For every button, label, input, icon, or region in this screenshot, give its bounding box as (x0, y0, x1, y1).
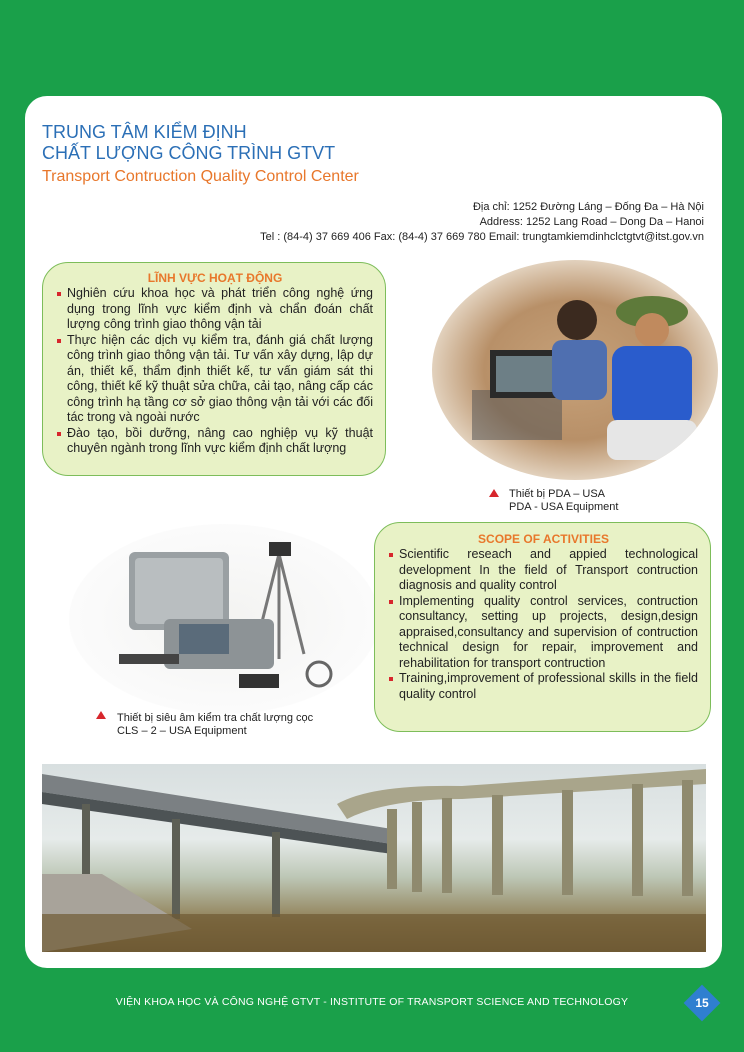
cls-caption-vn: Thiết bị siêu âm kiểm tra chất lượng cọc (117, 712, 314, 724)
activities-list-en (389, 547, 698, 702)
contact-block (260, 200, 704, 245)
pda-caption-vn: Thiết bị PDA – USA (509, 488, 605, 500)
caption-marker-icon (96, 711, 106, 719)
address-en: Address: 1252 Lang Road – Dong Da – Hanoi (479, 216, 704, 228)
activities-box-vn (42, 262, 386, 476)
bridge-photo (42, 764, 706, 952)
activities-box-en (374, 522, 711, 732)
activities-list-vn (57, 286, 373, 457)
cls-equipment-photo (69, 524, 379, 714)
list-item: Implementing quality control services, contruction consultancy, setting up projects, design,design appraised,consultancy and supervision of contruction technical design for repair, improvement and rehabilitation for transport contruction (389, 594, 698, 672)
list-item: Scientific reseach and appied technological development In the field of Transport contruction diagnosis and quality control (389, 547, 698, 594)
page-number: 15 (695, 996, 709, 1010)
pda-photo-illustration (432, 260, 718, 480)
list-item: Thực hiện các dịch vụ kiểm tra, đánh giá chất lượng công trình giao thông vận tải. Tư vấn xây dựng, lập dự án, thiết kế, thẩm định thiết kế, tư vấn giám sát thi công, thiết kế kỹ thuật sửa chữa, cải tạo, nâng cấp các công trình hạ tầng cơ sở giao thông vận tải với các đối tác trong và ngoài nước (57, 333, 373, 426)
content-card (25, 96, 722, 968)
bridge-illustration (42, 764, 706, 952)
cls-caption (117, 712, 313, 738)
page-title-vn (42, 122, 335, 164)
pda-caption (509, 488, 618, 514)
caption-marker-icon (489, 489, 499, 497)
list-item: Nghiên cứu khoa học và phát triển công nghệ ứng dụng trong lĩnh vực kiểm định và chẩn đoán chất lượng công trình giao thông vận tải (57, 286, 373, 333)
cls-caption-en: CLS – 2 – USA Equipment (117, 725, 247, 737)
cls-photo-illustration (69, 524, 379, 714)
address-vn: Địa chỉ: 1252 Đường Láng – Đống Đa – Hà Nội (472, 201, 704, 213)
footer-text: VIỆN KHOA HỌC VÀ CÔNG NGHỆ GTVT - INSTITUTE OF TRANSPORT SCIENCE AND TECHNOLOGY (115, 996, 629, 1008)
list-item: Đào tạo, bồi dưỡng, nâng cao nghiệp vụ kỹ thuật chuyên ngành trong lĩnh vực kiểm định chất lượng (57, 426, 373, 457)
title-vn-line2: CHẤT LƯỢNG CÔNG TRÌNH GTVT (42, 143, 336, 163)
list-item: Training,improvement of professional skills in the field quality control (389, 671, 698, 702)
title-vn-line1: TRUNG TÂM KIỂM ĐỊNH (42, 122, 247, 142)
pda-caption-en: PDA - USA Equipment (509, 501, 619, 513)
pda-equipment-photo (432, 260, 718, 480)
page-title-en: Transport Contruction Quality Control Center (42, 168, 359, 185)
tel-fax-email: Tel : (84-4) 37 669 406 Fax: (84-4) 37 669 780 Email: trungtamkiemdinhclctgtvt@itst.gov.vn (260, 231, 704, 243)
activities-title-vn: LĨNH VỰC HOẠT ĐỘNG (147, 271, 283, 285)
activities-title-en: SCOPE OF ACTIVITIES (478, 532, 609, 546)
